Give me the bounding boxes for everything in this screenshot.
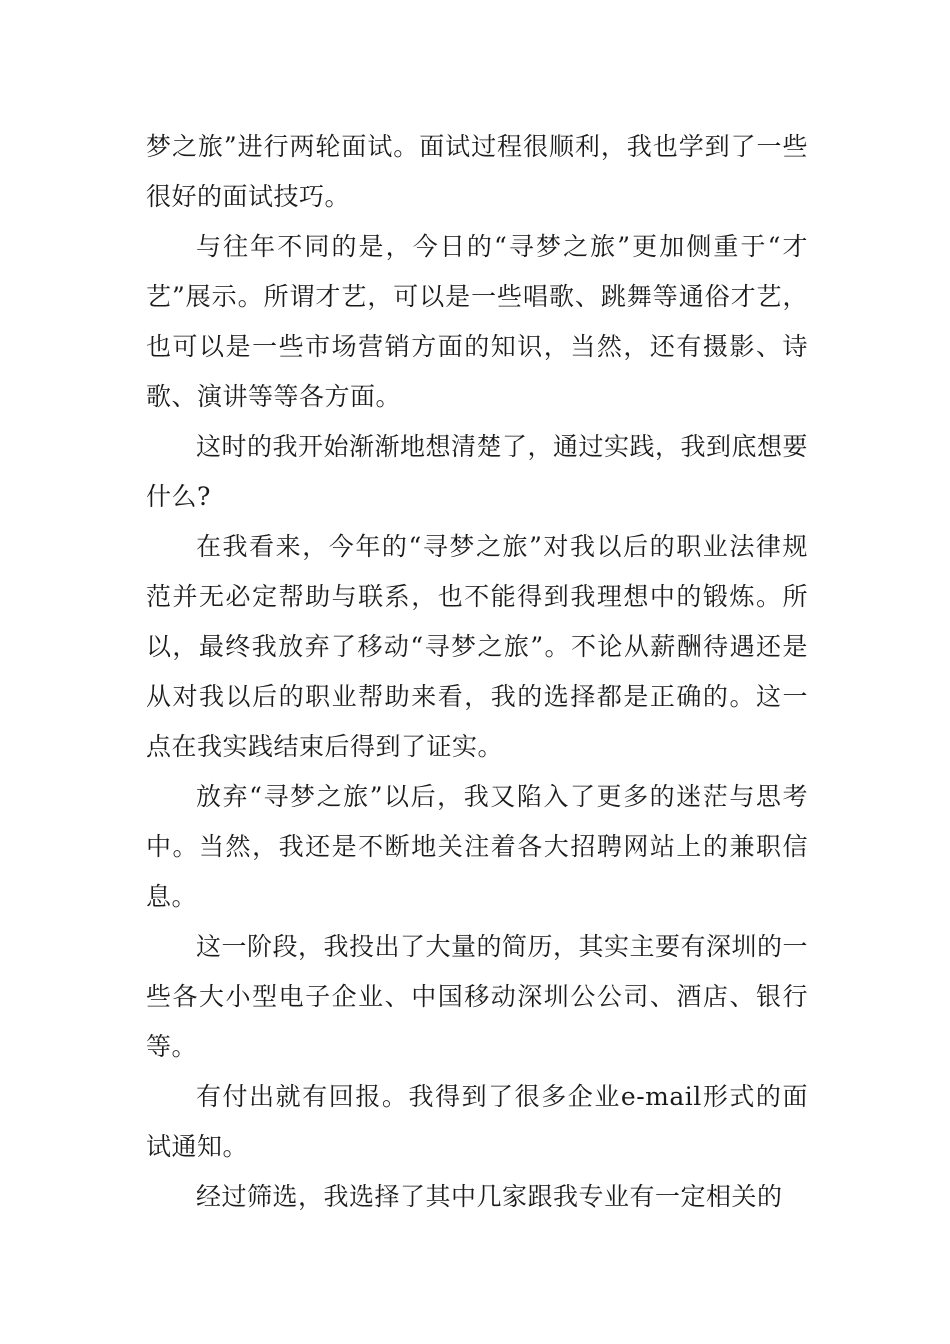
paragraph: 这时的我开始渐渐地想清楚了，通过实践，我到底想要什么? (146, 432, 809, 511)
paragraph: 有付出就有回报。我得到了很多企业e-mail形式的面试通知。 (146, 1082, 808, 1161)
document-body (146, 122, 808, 1222)
paragraph: 放弃“寻梦之旅”以后，我又陷入了更多的迷茫与思考中。当然，我还是不断地关注着各大招聘网站上的兼职信息。 (146, 782, 808, 911)
paragraph: 梦之旅”进行两轮面试。面试过程很顺利，我也学到了一些很好的面试技巧。 (146, 132, 808, 211)
paragraph: 与往年不同的是，今日的“寻梦之旅”更加侧重于“才艺”展示。所谓才艺，可以是一些唱歌、跳舞等通俗才艺，也可以是一些市场营销方面的知识，当然，还有摄影、诗歌、演讲等等各方面。 (146, 232, 808, 411)
paragraph: 在我看来，今年的“寻梦之旅”对我以后的职业法律规范并无必定帮助与联系，也不能得到我理想中的锻炼。所以，最终我放弃了移动“寻梦之旅”。不论从薪酬待遇还是从对我以后的职业帮助来看，我的选择都是正确的。这一点在我实践结束后得到了证实。 (146, 532, 808, 761)
paragraph: 这一阶段，我投出了大量的简历，其实主要有深圳的一些各大小型电子企业、中国移动深圳公公司、酒店、银行等。 (146, 932, 809, 1061)
paragraph: 经过筛选，我选择了其中几家跟我专业有一定相关的 (196, 1182, 783, 1211)
